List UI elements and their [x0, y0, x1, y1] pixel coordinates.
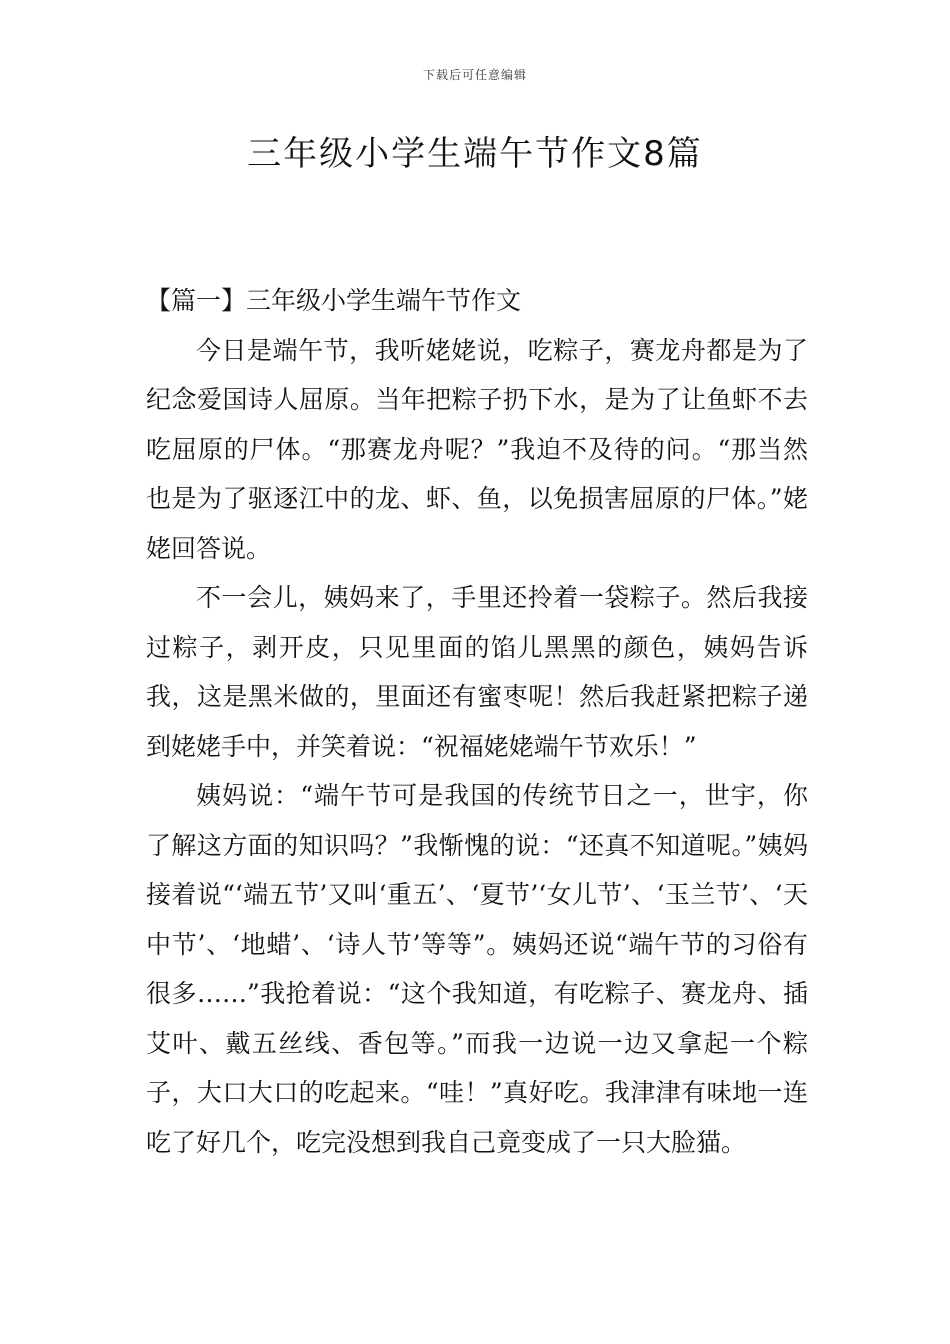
paragraph-1: 今日是端午节，我听姥姥说，吃粽子，赛龙舟都是为了纪念爱国诗人屈原。当年把粽子扔下水，是为了让鱼虾不去吃屈原的尸体。“那赛龙舟呢？”我迫不及待的问。“那当然也是为了驱逐江中的龙、虾、鱼，以免损害屈原的尸体。”姥姥回答说。 — [146, 335, 808, 563]
document-body — [146, 276, 808, 1167]
header-note: 下载后可任意编辑 — [422, 68, 527, 82]
section-heading: 【篇一】三年级小学生端午节作文 — [146, 286, 522, 315]
document-title: 三年级小学生端午节作文8篇 — [247, 134, 703, 174]
paragraph-2: 不一会儿，姨妈来了，手里还拎着一袋粽子。然后我接过粽子，剥开皮，只见里面的馅儿黑黑的颜色，姨妈告诉我，这是黑米做的，里面还有蜜枣呢！然后我赶紧把粽子递到姥姥手中，并笑着说：“祝福姥姥端午节欢乐！” — [146, 583, 808, 761]
paragraph-3: 姨妈说：“端午节可是我国的传统节日之一，世宇，你了解这方面的知识吗？”我惭愧的说：“还真不知道呢。”姨妈接着说“‘端五节’又叫‘重五’、‘夏节’‘女儿节’、‘玉兰节’、‘天中节’、‘地蜡’、‘诗人节’等等”。姨妈还说“端午节的习俗有很多……”我抢着说：“这个我知道，有吃粽子、赛龙舟、插艾叶、戴五丝线、香包等。”而我一边说一边又拿起一个粽子，大口大口的吃起来。“哇！”真好吃。我津津有味地一连吃了好几个，吃完没想到我自己竟变成了一只大脸猫。 — [146, 781, 808, 1157]
